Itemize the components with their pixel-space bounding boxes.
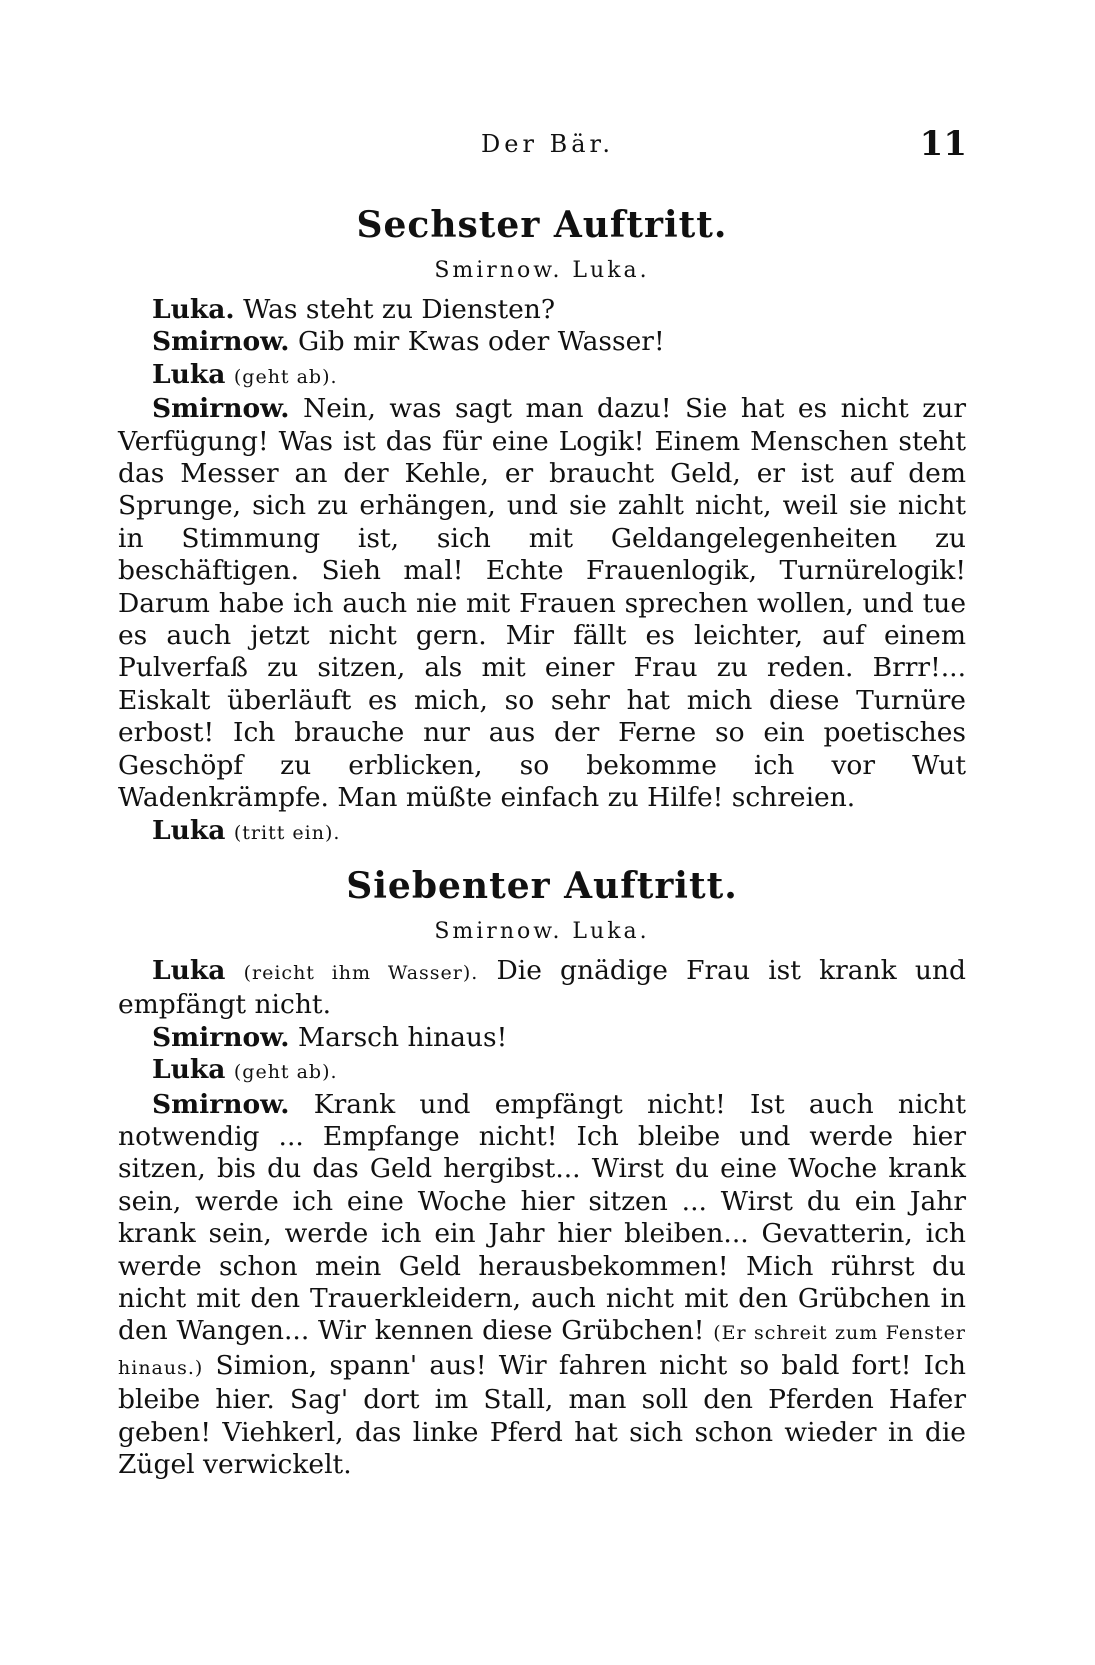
dialogue-line — [118, 326, 966, 358]
speech-text: Simion, spann' aus! Wir fahren nicht so bald fort! Ich bleibe hier. Sag' dort im Stall, man soll den Pferden Hafer geben! Viehkerl, das linke Pferd hat sich schon wieder in die Zügel verwickelt. — [118, 1349, 966, 1480]
dialogue-line — [118, 955, 966, 1022]
speech-text: Was steht zu Diensten? — [243, 294, 556, 325]
speech-text: Gib mir Kwas oder Wasser! — [297, 326, 665, 358]
dialogue-line — [118, 1054, 966, 1088]
stage-direction: (geht ab). — [233, 365, 338, 388]
stage-direction: (geht ab). — [233, 1061, 338, 1084]
speaker-name: Luka — [152, 814, 226, 846]
speech-text: Nein, was sagt man dazu! Sie hat es nicht zur Verfügung! Was ist das für eine Logik! Einem Menschen steht das Messer an der Kehle, er braucht Geld, er ist auf dem Sprunge, sich zu erhängen, und sie zahlt nicht, weil sie nicht in Stimmung ist, sich mit Geldangelegenheiten zu beschäftigen. Sieh mal! Echte Frauenlogik, Turnürelogik! Darum habe ich auch nie mit Frauen sprechen wollen, und tue es auch jetzt nicht gern. Mir fällt es leichter, auf einem Pulverfaß zu sitzen, als mit einer Frau zu reden. Brrr!... Eiskalt überläuft es mich, so sehr hat mich diese Turnüre erbost! Ich brauche nur aus der Ferne so ein poetisches Geschöpf zu erblicken, so bekomme ich vor Wut Wadenkrämpfe. Man müßte einfach zu Hilfe! schreien. — [118, 393, 966, 814]
scene-7-title: Siebenter Auftritt. — [346, 864, 738, 907]
speech-text: Die gnädige Frau ist krank und empfängt nicht. — [118, 954, 966, 1021]
speaker-name: Smirnow. — [152, 326, 290, 358]
speaker-name: Luka. — [152, 294, 235, 325]
scene-6-title: Sechster Auftritt. — [356, 204, 728, 246]
page-number: 11 — [919, 124, 967, 164]
dialogue-line — [118, 294, 966, 326]
dialogue-line — [118, 359, 966, 393]
speech-text: Marsch hinaus! — [297, 1021, 508, 1053]
speaker-name: Smirnow. — [152, 393, 290, 425]
speaker-name: Luka — [152, 358, 226, 390]
speaker-name: Luka — [152, 1054, 226, 1086]
stage-direction: (tritt ein). — [233, 821, 341, 844]
running-head: Der Bär. — [481, 130, 614, 158]
dialogue-line — [118, 1089, 966, 1482]
stage-direction: (Er schreit zum Fenster hinaus.) — [118, 1322, 966, 1379]
text-block — [118, 202, 966, 1481]
stage-direction: (reicht ihm Wasser). — [243, 961, 479, 984]
speaker-name: Smirnow. — [152, 1021, 290, 1053]
scene-6-cast: Smirnow. Luka. — [434, 258, 650, 283]
dialogue-line — [118, 1022, 966, 1054]
speaker-name: Smirnow. — [152, 1088, 290, 1120]
dialogue-line — [118, 815, 966, 849]
dialogue-line — [118, 393, 966, 814]
speech-text: Krank und empfängt nicht! Ist auch nicht notwendig ... Empfange nicht! Ich bleibe und werde hier sitzen, bis du das Geld hergibst... Wirst du eine Woche krank sein, werde ich eine Woche hier sitzen ... Wirst du ein Jahr krank sein, werde ich ein Jahr hier bleiben... Gevatterin, ich werde schon mein Geld herausbekommen! Mich rührst du nicht mit den Trauerkleidern, auch nicht mit den Grübchen in den Wangen... Wir kennen diese Grübchen! — [118, 1088, 966, 1347]
scene-7-cast: Smirnow. Luka. — [434, 918, 650, 944]
speaker-name: Luka — [152, 954, 226, 986]
